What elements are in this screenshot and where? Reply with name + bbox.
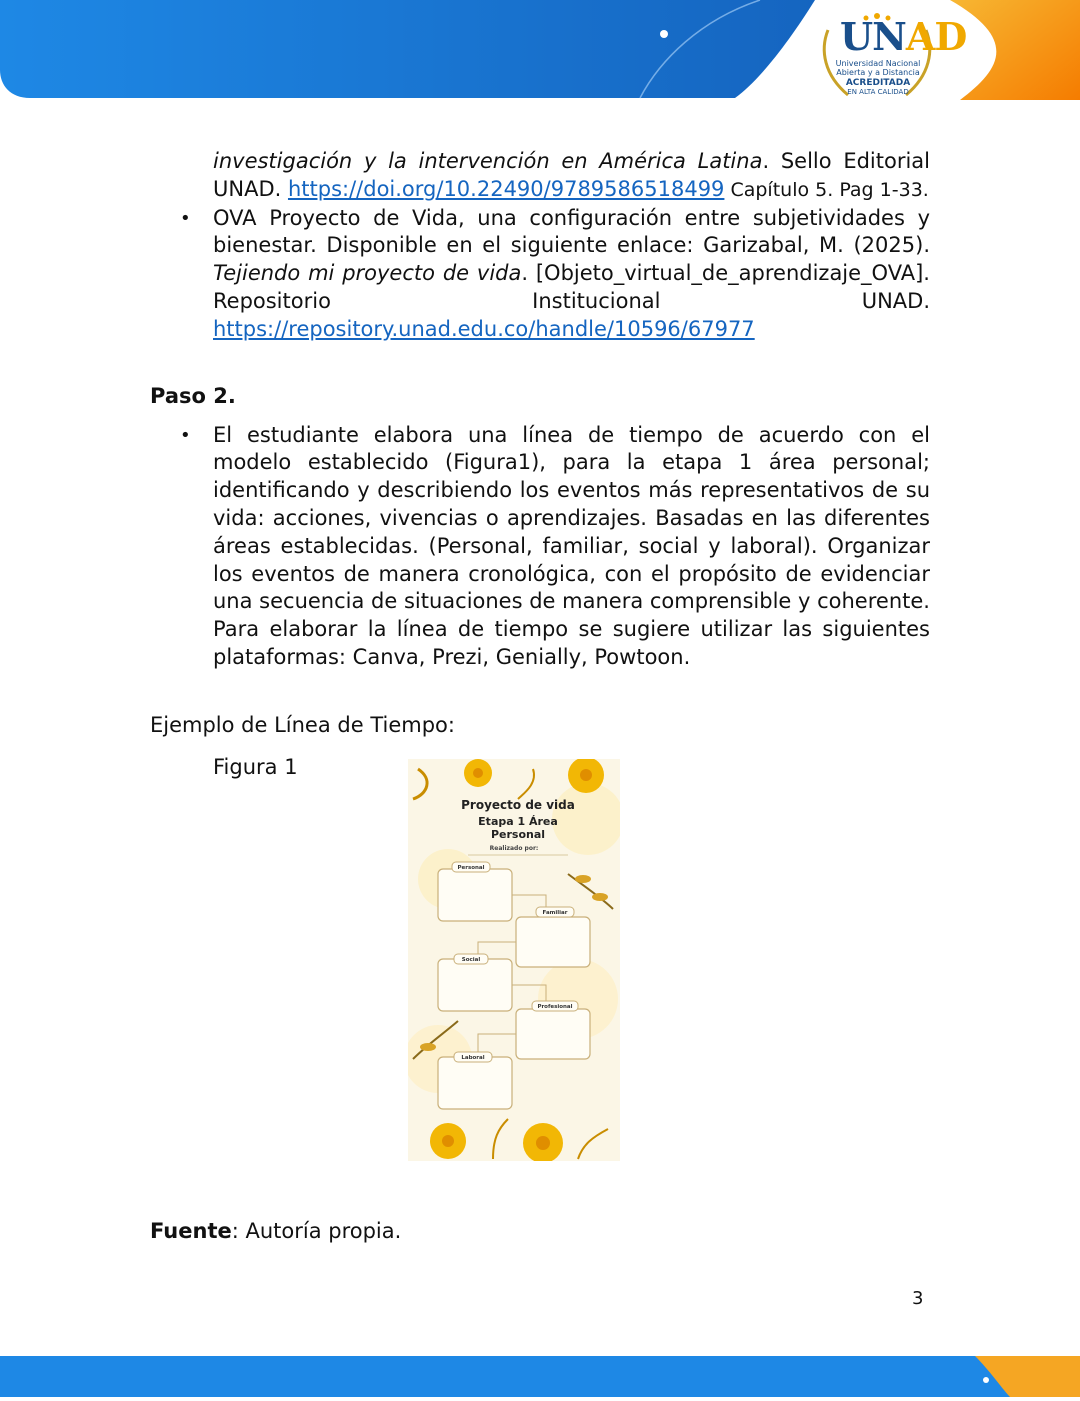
unad-logo	[818, 10, 967, 100]
figure-title-3: Personal	[490, 827, 546, 841]
reference-1-continuation: investigación y la intervención en América Latina. Sello Editorial UNAD. https://doi.org/10.22490/9789586518499 Capítulo 5. Pag 1-33.	[213, 149, 931, 201]
box-label-profesional: Profesional	[537, 1003, 573, 1010]
step-instructions: • El estudiante elabora una línea de tiempo de acuerdo con el modelo establecido (Figura1), para la etapa 1 área personal; identificando y describiendo los eventos más representativos de su vida: acciones, vivencias o aprendizajes. Basadas en las diferentes áreas establecidas. (Personal, familiar, social y laboral). Organizar los eventos de manera cronológica, con el propósito de evidenciar una secuencia de situaciones de manera comprensible y coherente. Para elaborar la línea de tiempo se sugiere utilizar las siguientes plataformas: Canva, Prezi, Genially, Powtoon.	[150, 422, 930, 672]
doi-link[interactable]: https://doi.org/10.22490/9789586518499	[287, 176, 725, 201]
box-label-personal: Personal	[457, 864, 485, 871]
step-heading: Paso 2.	[150, 383, 236, 408]
reference-list	[150, 205, 930, 344]
logo-subtitle: Universidad Nacional Abierta y a Distancia	[835, 59, 921, 77]
logo-accreditation-sub: EN ALTA CALIDAD	[847, 88, 909, 96]
footer-banner	[0, 1356, 1080, 1397]
page-footer	[0, 1356, 1080, 1397]
step-list	[150, 422, 930, 672]
logo-wordmark: UNAD	[840, 14, 967, 59]
page-header	[0, 0, 1080, 112]
figure-label: Figura 1	[213, 754, 298, 779]
box-label-social: Social	[461, 956, 481, 963]
repository-link[interactable]: https://repository.unad.edu.co/handle/10596/67977	[213, 316, 755, 341]
page-number: 3	[912, 1288, 924, 1309]
document-body	[150, 148, 930, 1164]
box-label-laboral: Laboral	[461, 1054, 485, 1061]
logo-accreditation: ACREDITADA	[845, 78, 911, 88]
example-label: Ejemplo de Línea de Tiempo:	[150, 712, 455, 737]
figure-row	[150, 754, 930, 1164]
figure-made-by: Realizado por:	[489, 844, 539, 852]
box-label-familiar: Familiar	[542, 909, 568, 916]
figure-title-2: Etapa 1 Área	[478, 814, 558, 828]
figure-title-1: Proyecto de vida	[461, 797, 575, 812]
timeline-template-image	[408, 759, 620, 1161]
figure-source: Fuente: Autoría propia.	[150, 1219, 402, 1243]
reference-2: • OVA Proyecto de Vida, una configuración entre subjetividades y bienestar. Disponible en el siguiente enlace: Garizabal, M. (2025). Tejiendo mi proyecto de vida. [Objeto_virtual_de_aprendizaje_OVA]. Repositorio Institucional UNAD. https://repository.unad.edu.co/handle/10596/67977	[150, 205, 930, 344]
